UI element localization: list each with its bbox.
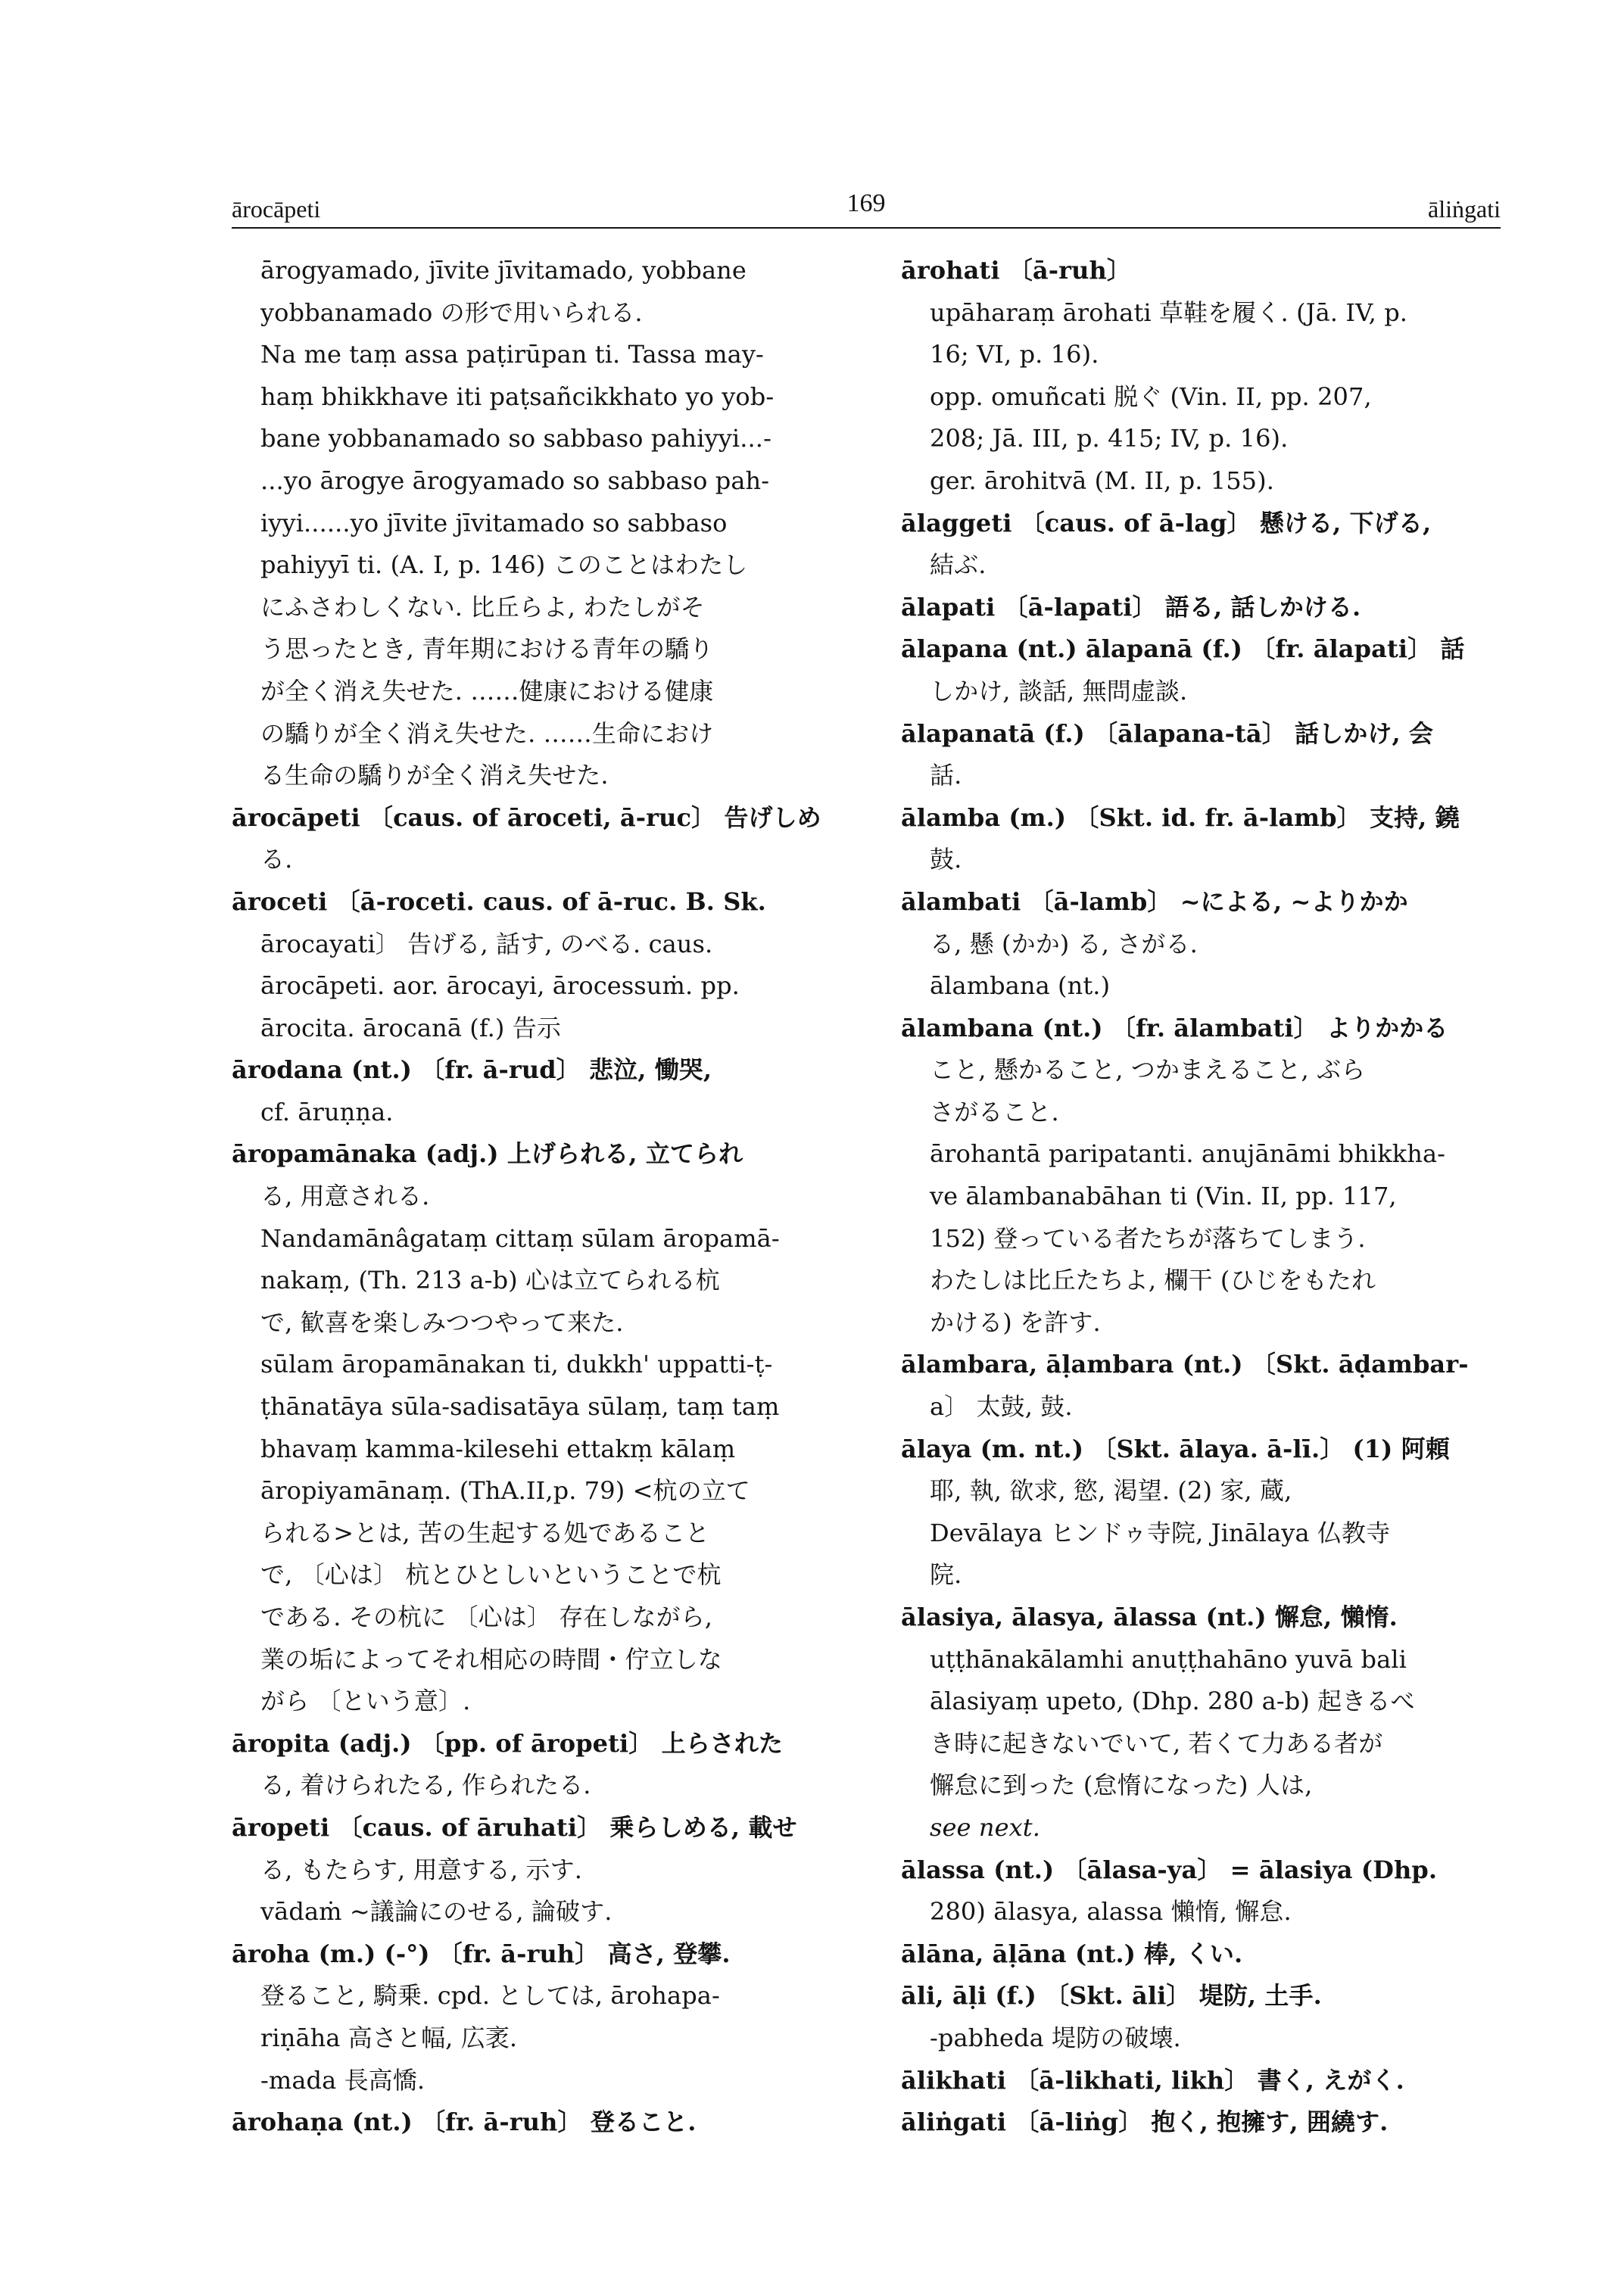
entry-line: ārocita. ārocanā (f.) 告示 xyxy=(260,1013,561,1042)
entry-line: さがること. xyxy=(930,1097,1059,1126)
entry-line: る. xyxy=(260,845,293,874)
entry-line: riṇāha 高さと幅, 広袤. xyxy=(260,2023,518,2052)
headword-line: ālasiya, ālasya, ālassa (nt.) 懈怠, 懶惰. xyxy=(901,1603,1398,1631)
entry-line: ālasiyaṃ upeto, (Dhp. 280 a-b) 起きるべ xyxy=(930,1687,1415,1716)
entry-line: 鼓. xyxy=(930,845,962,874)
entry-line: ārocayati〕 告げる, 話す, のべる. caus. xyxy=(260,929,713,958)
entry-line: -pabheda 堤防の破壊. xyxy=(930,2023,1181,2052)
entry-line: pahiyyī ti. (A. I, p. 146) このことはわたし xyxy=(260,550,748,580)
headword-line: ārocāpeti 〔caus. of āroceti, ā-ruc〕 告げしめ xyxy=(232,802,821,832)
entry-line: Devālaya ヒンドゥ寺院, Jinālaya 仏教寺 xyxy=(930,1518,1391,1547)
entry-line: ger. ārohitvā (M. II, p. 155). xyxy=(930,466,1274,495)
running-header xyxy=(232,189,1501,229)
entry-line: る, 用意される. xyxy=(260,1182,430,1211)
headword-line: ālambati 〔ā-lamb〕 ~による, ~よりかか xyxy=(901,886,1408,916)
entry-line: る生命の驕りが全く消え失せた. xyxy=(260,761,609,790)
entry-line: iyyi......yo jīvite jīvitamado so sabbaso xyxy=(260,508,728,537)
headword-line: āropeti 〔caus. of āruhati〕 乗らしめる, 載せ xyxy=(232,1812,797,1842)
headword-line: ārodana (nt.) 〔fr. ā-rud〕 悲泣, 慟哭, xyxy=(232,1055,712,1085)
entry-line: しかけ, 談話, 無問虚談. xyxy=(930,676,1188,706)
entry-line: 話. xyxy=(930,761,962,790)
right-guide-word: āliṅgati xyxy=(1428,195,1501,223)
entry-line: 懈怠に到った (怠惰になった) 人は, xyxy=(930,1771,1313,1800)
entry-line: ...yo ārogye ārogyamado so sabbaso pah- xyxy=(260,466,770,495)
entry-line: upāharaṃ ārohati 草鞋を履く. (Jā. IV, p. xyxy=(930,298,1408,327)
entry-line: bane yobbanamado so sabbaso pahiyyi...- xyxy=(260,424,771,453)
right-column xyxy=(901,250,1507,2144)
entry-line: opp. omuñcati 脱ぐ (Vin. II, pp. 207, xyxy=(930,382,1372,411)
headword-line: āli, āḷi (f.) 〔Skt. āli〕 堤防, 土手. xyxy=(901,1981,1322,2011)
headword-line: āropamānaka (adj.) 上げられる, 立てられ xyxy=(232,1139,743,1169)
entry-line: ṭhānatāya sūla-sadisatāya sūlaṃ, taṃ taṃ xyxy=(260,1392,780,1422)
headword-line: ālapana (nt.) ālapanā (f.) 〔fr. ālapati〕 話 xyxy=(901,634,1465,664)
entry-line: ārohantā paripatanti. anujānāmi bhikkha- xyxy=(930,1139,1446,1169)
entry-line: る, 懸 (かか) る, さがる. xyxy=(930,929,1198,958)
headword-line: ālambara, āḷambara (nt.) 〔Skt. āḍambar- xyxy=(901,1350,1469,1379)
entry-line: 耶, 執, 欲求, 慾, 渇望. (2) 家, 蔵, xyxy=(930,1476,1292,1506)
entry-line: vādaṁ ~議論にのせる, 論破す. xyxy=(260,1897,613,1927)
entry-line: ārocāpeti. aor. ārocayi, ārocessuṁ. pp. xyxy=(260,971,740,1001)
headword-line: ālikhati 〔ā-likhati, likh〕 書く, えがく. xyxy=(901,2065,1404,2095)
headword-line: āropita (adj.) 〔pp. of āropeti〕 上らされた xyxy=(232,1728,784,1758)
entry-line: である. その杭に 〔心は〕 存在しながら, xyxy=(260,1603,713,1631)
entry-line: がら 〔という意〕. xyxy=(260,1687,471,1716)
left-guide-word: ārocāpeti xyxy=(232,195,321,223)
entry-line: 280) ālasya, alassa 懶惰, 懈怠. xyxy=(930,1897,1292,1927)
headword-line: āroha (m.) (-°) 〔fr. ā-ruh〕 高さ, 登攀. xyxy=(232,1939,731,1968)
entry-line: ārogyamado, jīvite jīvitamado, yobbane xyxy=(260,256,747,285)
headword-line: ārohati 〔ā-ruh〕 xyxy=(901,256,1131,285)
entry-line: 院. xyxy=(930,1560,962,1590)
entry-line: の驕りが全く消え失せた. ……生命におけ xyxy=(260,718,714,748)
entry-line: haṃ bhikkhave iti paṭsañcikkhato yo yob- xyxy=(260,382,775,411)
headword-line: āliṅgati 〔ā-liṅg〕 抱く, 抱擁す, 囲繞す. xyxy=(901,2108,1389,2137)
headword-line: ālapati 〔ā-lapati〕 語る, 話しかける. xyxy=(901,592,1361,622)
entry-line: cf. āruṇṇa. xyxy=(260,1097,394,1126)
headword-line: ālambana (nt.) 〔fr. ālambati〕 よりかかる xyxy=(901,1013,1448,1042)
entry-line: bhavaṃ kamma-kilesehi ettakṃ kālaṃ xyxy=(260,1434,736,1463)
entry-line: ve ālambanabāhan ti (Vin. II, pp. 117, xyxy=(930,1182,1397,1211)
headword-line: ālamba (m.) 〔Skt. id. fr. ā-lamb〕 支持, 鐃 xyxy=(901,802,1460,832)
entry-line: ālambana (nt.) xyxy=(930,971,1111,1001)
entry-line: yobbanamado の形で用いられる. xyxy=(260,298,643,327)
entry-line: られる>とは, 苦の生起する処であること xyxy=(260,1518,710,1547)
entry-line: see next. xyxy=(930,1812,1040,1842)
entry-line: 登ること, 騎乗. cpd. としては, ārohapa- xyxy=(260,1981,720,2011)
entry-line: sūlam āropamānakan ti, dukkh' uppatti-ṭ- xyxy=(260,1350,773,1379)
entry-line: わたしは比丘たちよ, 欄干 (ひじをもたれ xyxy=(930,1266,1376,1295)
entry-line: にふさわしくない. 比丘らよ, わたしがそ xyxy=(260,592,705,622)
headword-line: ālapanatā (f.) 〔ālapana-tā〕 話しかけ, 会 xyxy=(901,718,1434,748)
entry-line: で, 〔心は〕 杭とひとしいということで杭 xyxy=(260,1560,722,1590)
entry-line: -mada 長高憍. xyxy=(260,2065,425,2095)
entry-line: 結ぶ. xyxy=(930,550,987,580)
headword-line: ālaya (m. nt.) 〔Skt. ālaya. ā-lī.〕 (1) 阿頼 xyxy=(901,1434,1450,1463)
page-number: 169 xyxy=(846,189,886,217)
headword-line: ālaggeti 〔caus. of ā-lag〕 懸ける, 下げる, xyxy=(901,508,1432,537)
entry-line: nakaṃ, (Th. 213 a-b) 心は立てられる杭 xyxy=(260,1266,720,1295)
header-rule xyxy=(232,227,1501,229)
entry-line: Na me taṃ assa paṭirūpan ti. Tassa may- xyxy=(260,340,764,369)
headword-line: ālassa (nt.) 〔ālasa-ya〕 = ālasiya (Dhp. xyxy=(901,1855,1438,1884)
headword-line: āroceti 〔ā-roceti. caus. of ā-ruc. B. Sk. xyxy=(232,886,766,916)
left-column xyxy=(232,250,837,2144)
entry-line: が全く消え失せた. ……健康における健康 xyxy=(260,676,714,706)
entry-line: こと, 懸かること, つかまえること, ぶら xyxy=(930,1055,1366,1085)
entry-line: 152) 登っている者たちが落ちてしまう. xyxy=(930,1223,1366,1253)
entry-line: 業の垢によってそれ相応の時間・佇立しな xyxy=(260,1644,722,1674)
entry-line: Nandamānâgataṃ cittaṃ sūlam āropamā- xyxy=(260,1223,780,1253)
entry-line: uṭṭhānakālamhi anuṭṭhahāno yuvā bali xyxy=(930,1644,1407,1674)
entry-line: 16; VI, p. 16). xyxy=(930,340,1099,369)
headword-line: ālāna, āḷāna (nt.) 棒, くい. xyxy=(901,1939,1243,1968)
entry-line: る, もたらす, 用意する, 示す. xyxy=(260,1855,583,1884)
headword-line: ārohaṇa (nt.) 〔fr. ā-ruh〕 登ること. xyxy=(232,2108,697,2137)
entry-line: a〕 太鼓, 鼓. xyxy=(930,1392,1073,1422)
entry-line: āropiyamānaṃ. (ThA.II,p. 79) <杭の立て xyxy=(260,1476,750,1506)
entry-line: で, 歓喜を楽しみつつやって来た. xyxy=(260,1307,624,1337)
entry-line: る, 着けられたる, 作られたる. xyxy=(260,1771,591,1800)
entry-line: う思ったとき, 青年期における青年の驕り xyxy=(260,634,714,664)
entry-line: かける) を許す. xyxy=(930,1307,1101,1337)
entry-line: 208; Jā. III, p. 415; IV, p. 16). xyxy=(930,424,1289,453)
entry-line: き時に起きないでいて, 若くて力ある者が xyxy=(930,1728,1383,1758)
